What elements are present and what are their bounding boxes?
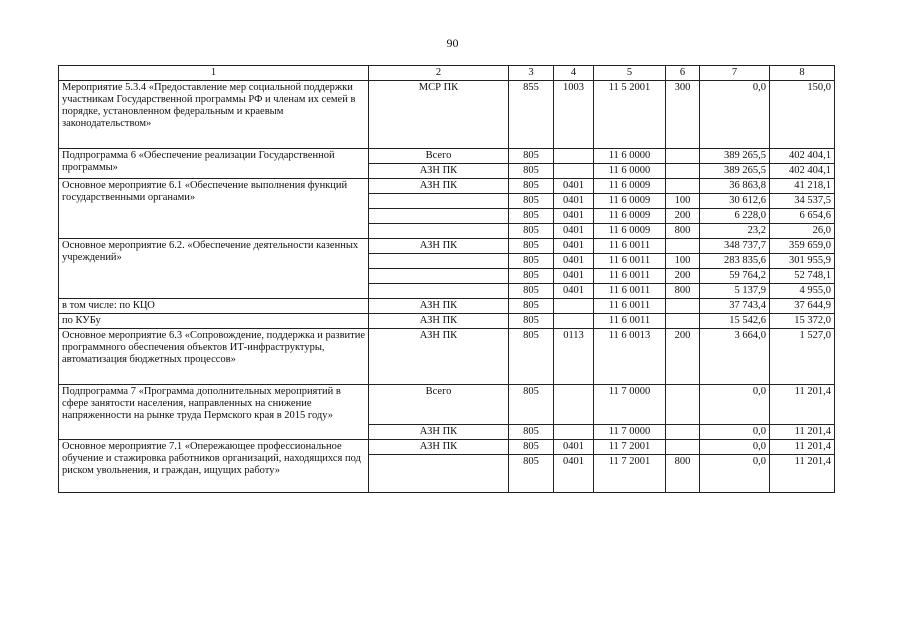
table-cell: АЗН ПК — [369, 179, 509, 194]
table-cell: 150,0 — [770, 81, 835, 149]
table-cell: АЗН ПК — [369, 440, 509, 455]
table-row — [59, 299, 835, 314]
table-cell — [666, 179, 700, 194]
table-cell: 0401 — [554, 179, 594, 194]
table-cell: 805 — [509, 239, 554, 254]
table-cell: 805 — [509, 440, 554, 455]
table-cell — [666, 385, 700, 425]
table-cell: 0401 — [554, 455, 594, 493]
table-cell — [554, 164, 594, 179]
table-cell: 26,0 — [770, 224, 835, 239]
table-cell: 389 265,5 — [700, 149, 770, 164]
table-row — [59, 179, 835, 194]
table-cell: 805 — [509, 269, 554, 284]
table-header-row — [59, 66, 835, 81]
table-cell — [666, 239, 700, 254]
table-cell — [666, 314, 700, 329]
table-cell: АЗН ПК — [369, 164, 509, 179]
table-cell: 11 6 0011 — [594, 254, 666, 269]
table-cell: АЗН ПК — [369, 299, 509, 314]
budget-table — [58, 65, 835, 493]
row-name: Основное мероприятие 6.3 «Сопровождение, поддержка и развитие программного обеспечения объектов ИТ-инфраструктуры, автоматизация бюджетных процессов» — [59, 329, 369, 385]
table-cell: 0401 — [554, 440, 594, 455]
table-cell: 5 137,9 — [700, 284, 770, 299]
table-cell: 11 7 2001 — [594, 455, 666, 493]
page-number: 90 — [446, 36, 459, 50]
row-name: по КУБу — [59, 314, 369, 329]
table-cell — [666, 440, 700, 455]
table-cell: АЗН ПК — [369, 314, 509, 329]
table-cell: 855 — [509, 81, 554, 149]
table-cell: 300 — [666, 81, 700, 149]
table-cell: 200 — [666, 329, 700, 385]
table-cell — [554, 385, 594, 425]
table-cell: 11 7 2001 — [594, 440, 666, 455]
table-cell: 41 218,1 — [770, 179, 835, 194]
table-cell: 23,2 — [700, 224, 770, 239]
table-cell: 11 6 0011 — [594, 239, 666, 254]
table-cell: 6 228,0 — [700, 209, 770, 224]
table-cell — [554, 149, 594, 164]
table-cell — [554, 299, 594, 314]
column-header: 5 — [594, 66, 666, 81]
column-header: 2 — [369, 66, 509, 81]
table-cell — [369, 254, 509, 269]
table-cell: 11 6 0000 — [594, 164, 666, 179]
table-cell: 11 6 0009 — [594, 194, 666, 209]
table-row — [59, 314, 835, 329]
table-cell: 11 6 0009 — [594, 224, 666, 239]
table-cell: 0401 — [554, 284, 594, 299]
column-header: 1 — [59, 66, 369, 81]
table-cell: 4 955,0 — [770, 284, 835, 299]
table-cell: 805 — [509, 329, 554, 385]
row-name: в том числе: по КЦО — [59, 299, 369, 314]
table-cell: 11 6 0009 — [594, 179, 666, 194]
table-cell: 283 835,6 — [700, 254, 770, 269]
table-cell: 359 659,0 — [770, 239, 835, 254]
row-name: Основное мероприятие 7.1 «Опережающее профессиональное обучение и стажировка работников организаций, находящихся под риском увольнения, и граждан, ищущих работу» — [59, 440, 369, 493]
table-cell: 11 7 0000 — [594, 385, 666, 425]
table-cell: 805 — [509, 314, 554, 329]
table-cell: 805 — [509, 425, 554, 440]
table-cell: 200 — [666, 209, 700, 224]
table-cell: 800 — [666, 224, 700, 239]
table-cell — [369, 284, 509, 299]
table-cell — [369, 194, 509, 209]
table-row — [59, 440, 835, 455]
table-cell: 0401 — [554, 269, 594, 284]
table-cell: 100 — [666, 254, 700, 269]
table-cell: 0,0 — [700, 81, 770, 149]
table-cell: 805 — [509, 455, 554, 493]
table-cell: 805 — [509, 179, 554, 194]
table-cell — [554, 314, 594, 329]
table-cell: 11 201,4 — [770, 425, 835, 440]
table-cell: 0401 — [554, 209, 594, 224]
table-row — [59, 239, 835, 254]
table-cell: 11 6 0011 — [594, 314, 666, 329]
table-cell: 0,0 — [700, 440, 770, 455]
table-cell: 11 6 0013 — [594, 329, 666, 385]
table-cell — [666, 149, 700, 164]
table-cell: 805 — [509, 164, 554, 179]
table-cell: 11 201,4 — [770, 455, 835, 493]
table-cell: 15 372,0 — [770, 314, 835, 329]
table-cell: 0,0 — [700, 385, 770, 425]
table-cell: 800 — [666, 284, 700, 299]
table-cell: 11 6 0011 — [594, 299, 666, 314]
table-row — [59, 81, 835, 149]
table-cell: 805 — [509, 284, 554, 299]
row-name: Основное мероприятие 6.1 «Обеспечение выполнения функций государственными органами» — [59, 179, 369, 239]
table-cell: АЗН ПК — [369, 329, 509, 385]
table-cell — [666, 425, 700, 440]
table-cell: АЗН ПК — [369, 239, 509, 254]
table-cell: МСР ПК — [369, 81, 509, 149]
table-cell: 11 6 0011 — [594, 269, 666, 284]
table-cell: 11 201,4 — [770, 440, 835, 455]
table-cell: 0,0 — [700, 425, 770, 440]
table-cell: 0401 — [554, 224, 594, 239]
table-cell: 805 — [509, 209, 554, 224]
table-cell — [369, 224, 509, 239]
table-cell: 805 — [509, 194, 554, 209]
table-cell: 0401 — [554, 254, 594, 269]
table-row — [59, 385, 835, 425]
table-cell: 11 6 0009 — [594, 209, 666, 224]
table-cell: 402 404,1 — [770, 149, 835, 164]
table-cell: 805 — [509, 299, 554, 314]
column-header: 3 — [509, 66, 554, 81]
table-cell: 1003 — [554, 81, 594, 149]
column-header: 7 — [700, 66, 770, 81]
table-cell: 6 654,6 — [770, 209, 835, 224]
table-row — [59, 149, 835, 164]
table-cell: 805 — [509, 224, 554, 239]
table-cell: 805 — [509, 149, 554, 164]
table-cell: 0,0 — [700, 455, 770, 493]
table-cell: 389 265,5 — [700, 164, 770, 179]
table-cell: 402 404,1 — [770, 164, 835, 179]
table-cell: 200 — [666, 269, 700, 284]
table-cell — [369, 269, 509, 284]
table-cell: 52 748,1 — [770, 269, 835, 284]
table-cell: 0401 — [554, 239, 594, 254]
table-cell: 3 664,0 — [700, 329, 770, 385]
table-cell: 59 764,2 — [700, 269, 770, 284]
table-cell: 11 6 0000 — [594, 149, 666, 164]
table-cell: Всего — [369, 385, 509, 425]
table-cell: Всего — [369, 149, 509, 164]
table-cell — [666, 164, 700, 179]
table-cell: 11 7 0000 — [594, 425, 666, 440]
table-cell: 11 5 2001 — [594, 81, 666, 149]
table-cell: 37 743,4 — [700, 299, 770, 314]
table-cell: 800 — [666, 455, 700, 493]
table-cell — [369, 455, 509, 493]
table-cell: 805 — [509, 385, 554, 425]
table-cell: 1 527,0 — [770, 329, 835, 385]
table-cell — [369, 209, 509, 224]
table-cell: 348 737,7 — [700, 239, 770, 254]
table-cell: 30 612,6 — [700, 194, 770, 209]
row-name: Подпрограмма 7 «Программа дополнительных мероприятий в сфере занятости населения, направленных на снижение напряженности на рынке труда Пермского края в 2015 году» — [59, 385, 369, 440]
table-cell — [554, 425, 594, 440]
table-row — [59, 329, 835, 385]
table-cell: 0113 — [554, 329, 594, 385]
table-cell — [666, 299, 700, 314]
table-cell: 805 — [509, 254, 554, 269]
column-header: 8 — [770, 66, 835, 81]
table-cell: 11 6 0011 — [594, 284, 666, 299]
table-cell: АЗН ПК — [369, 425, 509, 440]
table-cell: 301 955,9 — [770, 254, 835, 269]
row-name: Мероприятие 5.3.4 «Предоставление мер социальной поддержки участникам Государственной программы РФ и членам их семей в порядке, установленном федеральным и краевым законодательством» — [59, 81, 369, 149]
table-cell: 0401 — [554, 194, 594, 209]
table-cell: 15 542,6 — [700, 314, 770, 329]
table-cell: 37 644,9 — [770, 299, 835, 314]
table-cell: 11 201,4 — [770, 385, 835, 425]
column-header: 6 — [666, 66, 700, 81]
table-cell: 34 537,5 — [770, 194, 835, 209]
row-name: Основное мероприятие 6.2. «Обеспечение деятельности казенных учреждений» — [59, 239, 369, 299]
table-cell: 100 — [666, 194, 700, 209]
table-cell: 36 863,8 — [700, 179, 770, 194]
row-name: Подпрограмма 6 «Обеспечение реализации Государственной программы» — [59, 149, 369, 179]
column-header: 4 — [554, 66, 594, 81]
